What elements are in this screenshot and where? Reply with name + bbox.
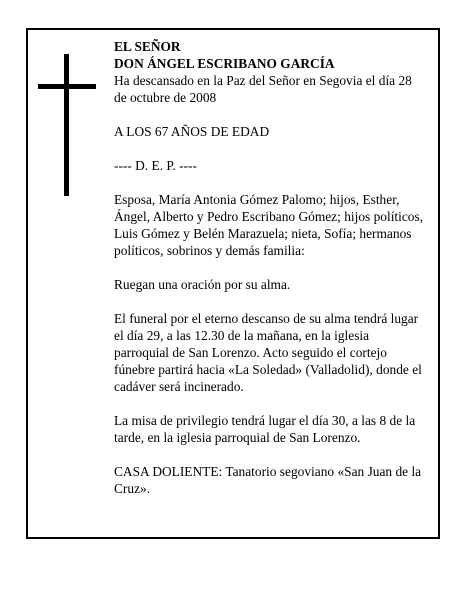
death-announcement: Ha descansado en la Paz del Señor en Segovia el día 28 de octubre de 2008 (114, 73, 412, 105)
mourning-house: CASA DOLIENTE: Tanatorio segoviano «San Juan de la Cruz». (114, 464, 422, 496)
obituary-text (114, 38, 426, 514)
rip-line: ---- D. E. P. ---- (114, 158, 197, 173)
mass-details: La misa de privilegio tendrá lugar el día 30, a las 8 de la tarde, en la iglesia parroquial de San Lorenzo. (114, 413, 416, 445)
family-list: Esposa, María Antonia Gómez Palomo; hijos, Esther, Ángel, Alberto y Pedro Escribano Gómez; hijos políticos, Luis Gómez y Belén Marazuela; nieta, Sofía; hermanos políticos, sobrinos y demás familia: (114, 192, 424, 258)
deceased-name: DON ÁNGEL ESCRIBANO GARCÍA (114, 56, 335, 71)
age-line: A LOS 67 AÑOS DE EDAD (114, 124, 270, 139)
prayer-request: Ruegan una oración por su alma. (114, 277, 291, 292)
notice-heading: EL SEÑOR (114, 39, 181, 54)
cross-vertical-bar (64, 54, 69, 196)
cross-horizontal-bar (38, 84, 96, 89)
funeral-details: El funeral por el eterno descanso de su alma tendrá lugar el día 29, a las 12.30 de la mañana, en la iglesia parroquial de San Lorenzo. Acto seguido el cortejo fúnebre partirá hacia «La Soledad» (Valladolid), donde el cadáver será incinerado. (114, 311, 422, 394)
